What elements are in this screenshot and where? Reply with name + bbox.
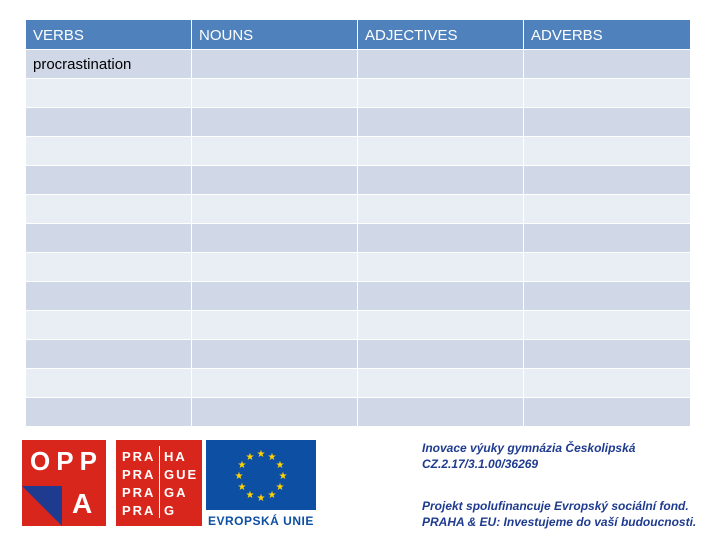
praha-logo-left-1: PRA [122, 467, 156, 482]
table-cell [26, 166, 191, 194]
table-cell [26, 311, 191, 339]
footer [0, 436, 720, 540]
table-cell [192, 253, 357, 281]
table-cell [26, 253, 191, 281]
table-cell [26, 195, 191, 223]
column-header: NOUNS [192, 20, 357, 49]
table-cell [358, 311, 523, 339]
praha-logo-left-0: PRA [122, 449, 156, 464]
praha-logo-left-3: PRA [122, 503, 156, 518]
table-cell [192, 79, 357, 107]
table-cell [26, 224, 191, 252]
project-title: Inovace výuky gymnázia Českolipská [422, 441, 636, 455]
praha-logo-left-column [122, 448, 155, 520]
table-cell [358, 282, 523, 310]
table-cell [192, 282, 357, 310]
table-cell [26, 340, 191, 368]
table-cell [524, 282, 690, 310]
praha-logo-left-2: PRA [122, 485, 156, 500]
svg-text:★: ★ [234, 471, 244, 482]
praha-logo-divider [159, 446, 160, 518]
funding-note: Projekt spolufinancuje Evropský sociální fond. [422, 499, 689, 513]
table-cell [358, 398, 523, 426]
svg-text:★: ★ [237, 482, 247, 493]
project-info-1 [422, 440, 635, 472]
project-info-2 [422, 498, 696, 530]
praha-logo [116, 440, 202, 526]
column-header: ADVERBS [524, 20, 690, 49]
eu-logo-label: EVROPSKÁ UNIE [208, 514, 314, 528]
table-cell: procrastination [26, 50, 191, 78]
table-cell [358, 50, 523, 78]
praha-logo-right-2: GA [164, 485, 188, 500]
svg-text:★: ★ [275, 460, 285, 471]
table-cell [524, 253, 690, 281]
table-cell [192, 50, 357, 78]
table-cell [524, 50, 690, 78]
praha-logo-right-column [164, 448, 198, 520]
praha-eu-slogan: PRAHA & EU: Investujeme do vaší budoucnosti. [422, 515, 697, 529]
svg-text:★: ★ [245, 452, 255, 463]
table-cell [524, 79, 690, 107]
svg-text:★: ★ [275, 482, 285, 493]
svg-text:★: ★ [237, 460, 247, 471]
table-cell [358, 108, 523, 136]
table-cell [524, 195, 690, 223]
opp-logo [22, 440, 106, 526]
project-code: CZ.2.17/3.1.00/36269 [422, 457, 539, 471]
svg-text:★: ★ [245, 490, 255, 501]
table-cell [524, 340, 690, 368]
opp-logo-letters: OPP [30, 446, 103, 476]
table-cell [192, 311, 357, 339]
svg-text:★: ★ [256, 493, 266, 504]
table-cell [192, 340, 357, 368]
table-cell [358, 166, 523, 194]
table-cell [358, 340, 523, 368]
praha-logo-right-1: GUE [164, 467, 199, 482]
table-cell [358, 79, 523, 107]
table-cell [524, 398, 690, 426]
svg-text:★: ★ [278, 471, 288, 482]
table-cell [524, 369, 690, 397]
table-cell [358, 253, 523, 281]
table-cell [26, 369, 191, 397]
table-cell [192, 224, 357, 252]
column-header: ADJECTIVES [358, 20, 523, 49]
praha-logo-right-0: HA [164, 449, 187, 464]
table-cell [358, 224, 523, 252]
eu-logo [206, 440, 318, 532]
table-cell [524, 166, 690, 194]
table-cell [192, 166, 357, 194]
table-cell [26, 137, 191, 165]
table-cell [524, 137, 690, 165]
table-cell [26, 108, 191, 136]
eu-flag-icon [206, 440, 316, 510]
svg-text:★: ★ [267, 490, 277, 501]
table-cell [358, 369, 523, 397]
table-cell [26, 282, 191, 310]
word-forms-table [26, 20, 690, 426]
column-header: VERBS [26, 20, 191, 49]
table-cell [524, 311, 690, 339]
table-cell [358, 137, 523, 165]
praha-logo-right-3: G [164, 503, 177, 518]
table-cell [192, 398, 357, 426]
table-cell [192, 369, 357, 397]
svg-text:★: ★ [267, 452, 277, 463]
table-cell [26, 398, 191, 426]
table-cell [524, 108, 690, 136]
table-cell [192, 108, 357, 136]
table-cell [26, 79, 191, 107]
svg-text:★: ★ [256, 449, 266, 460]
opp-logo-letter-a: A [72, 488, 93, 519]
table-cell [524, 224, 690, 252]
table-cell [358, 195, 523, 223]
table-cell [192, 195, 357, 223]
table-cell [192, 137, 357, 165]
